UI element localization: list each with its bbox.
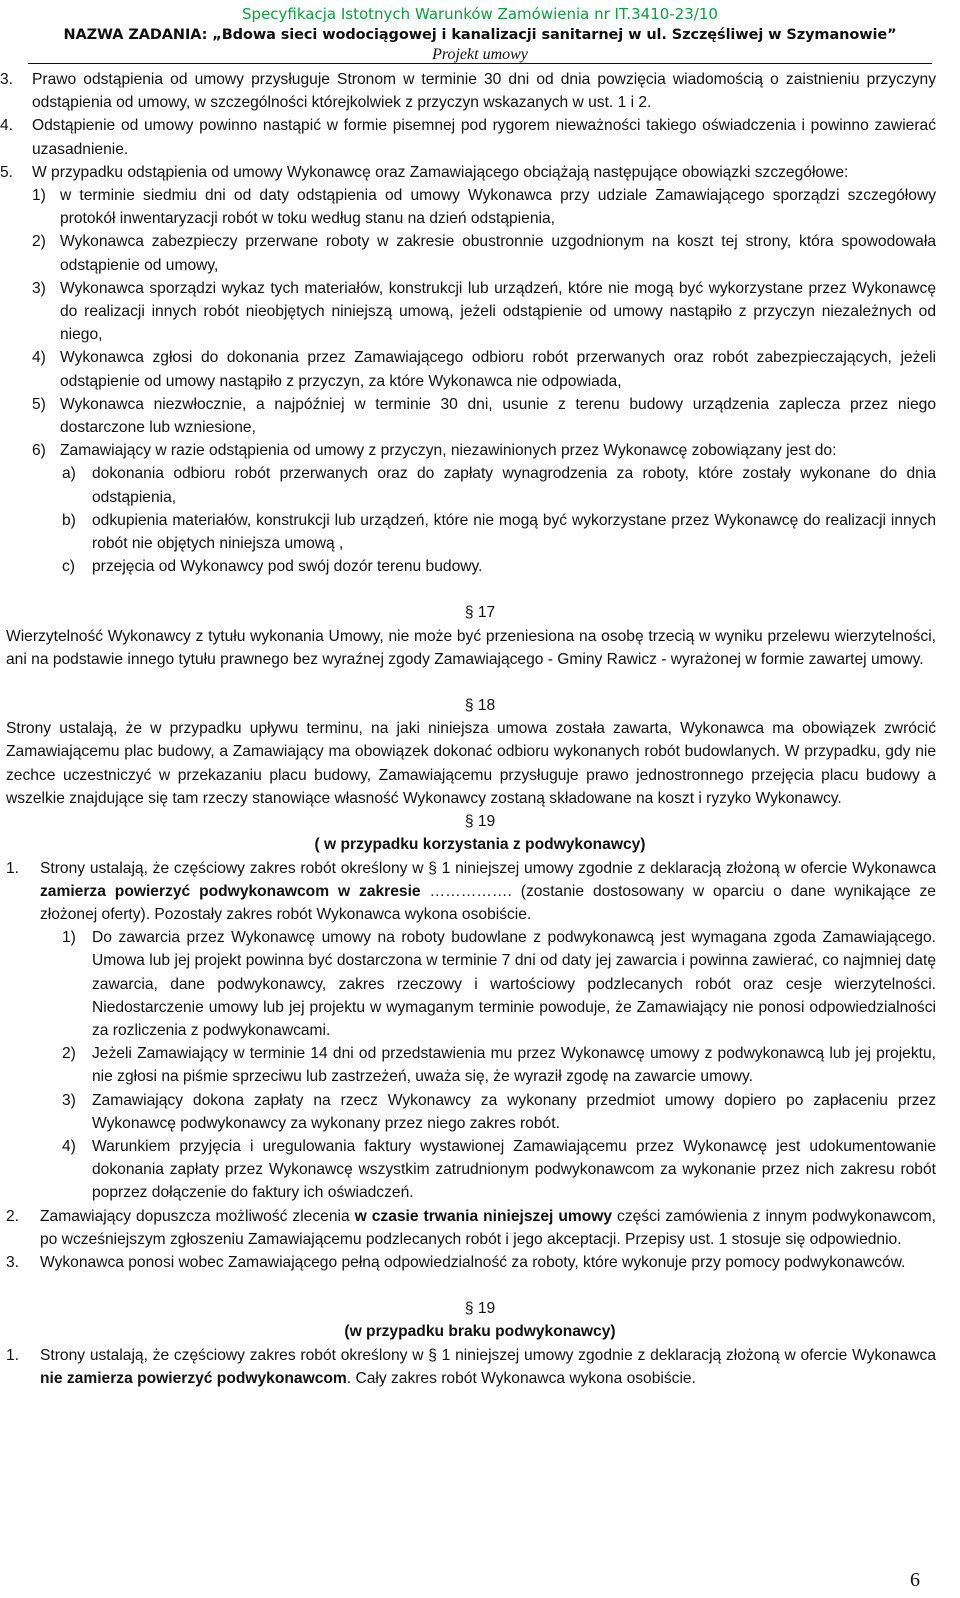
item-text: Jeżeli Zamawiający w terminie 14 dni od przedstawienia mu przez Wykonawcę umowy z podwykonawcą lub jej projektu, nie zgłosi na piśmie sprzeciwu lub zastrzeżeń, uważa się, że wyraził zgodę na zawarcie umowy. [92,1045,936,1086]
list-item [0,1205,960,1251]
sub-list-item [0,393,960,439]
sub-list-item [0,1042,960,1088]
document-body [0,68,960,1390]
sub-sub-list-item [0,509,960,555]
item-number: 1) [32,187,46,205]
item-text: Zamawiający w razie odstąpienia od umowy z przyczyn, niezawinionych przez Wykonawcę zobowiązany jest do: [60,442,837,460]
sub-list-item [0,439,960,462]
item-text: Wykonawca niezwłocznie, a najpóźniej w terminie 30 dni, usunie z terenu budowy urządzenia zaplecza przez niego dostarczone lub wzniesione, [60,395,936,437]
sub-list-item [0,926,960,1042]
section-heading-17: § 17 [464,604,496,622]
item-number: 2. [6,1207,20,1225]
item-letter: c) [62,558,75,576]
item-text: Strony ustalają, że częściowy zakres robót określony w § 1 niniejszej umowy zgodnie z deklaracją złożoną w ofercie Wykonawca [40,1346,936,1364]
sub-list-item [0,346,960,392]
sub-sub-list-item [0,462,960,508]
item-text: odkupienia materiałów, konstrukcji lub urządzeń, które nie mogą być wykorzystane przez Wykonawcę do realizacji innych robót nie objętych niniejsza umową , [92,511,936,553]
list-item [0,1344,960,1390]
item-number: 3) [32,279,46,297]
header-doc-type-label: Projekt umowy [429,46,531,63]
item-text: Prawo odstąpienia od umowy przysługuje Stronom w terminie 30 dni od dnia powzięcia wiadomością o zaistnieniu przyczyny odstąpienia od umowy, w szczególności którejkolwiek z przyczyn wskazanych w ust. 1 i 2. [32,71,936,112]
item-number: 6) [32,442,46,460]
item-number: 4. [0,117,14,135]
item-letter: b) [62,511,76,529]
item-text: Wykonawca ponosi wobec Zamawiającego pełną odpowiedzialność za roboty, które wykonuje przy pomocy podwykonawców. [40,1253,906,1271]
sub-list-item [0,277,960,347]
item-text: Strony ustalają, że częściowy zakres robót określony w § 1 niniejszej umowy zgodnie z deklaracją złożoną w ofercie Wykonawca [40,859,936,877]
item-text: Wykonawca sporządzi wykaz tych materiałów, konstrukcji lub urządzeń, które nie mogą być wykorzystane przez Wykonawcę do realizacji innych robót nieobjętych niniejszą umową, jeżeli odstąpienie od umowy nastąpiło z przyczyn niezależnych od niego, [60,279,936,344]
section-heading-19-subcontractor: § 19 [464,813,496,831]
list-item [0,1251,960,1274]
item-text-bold: nie zamierza powierzyć podwykonawcom [40,1369,347,1387]
item-text: części zamówienia z innym podwykonawcom, po wcześniejszym zgłoszeniu Zamawiającemu podzlecanych robót i jego akceptacji. Przepisy ust. 1 stosuje się odpowiednio. [40,1207,936,1248]
list-item [0,114,960,160]
item-text: Wykonawca zgłosi do dokonania przez Zamawiającego odbioru robót przerwanych oraz robót zabezpieczających, jeżeli odstąpienie od umowy nastąpiło z przyczyn, za które Wykonawca nie odpowiada, [60,349,936,390]
sub-list-item [0,184,960,230]
list-item [0,161,960,184]
item-text: . Cały zakres robót Wykonawca wykona osobiście. [346,1369,696,1387]
item-text: W przypadku odstąpienia od umowy Wykonawcę oraz Zamawiającego obciążają następujące obowiązki szczegółowe: [32,163,849,181]
item-number: 5. [0,163,14,181]
item-number: 3. [6,1253,20,1271]
page-number: 6 [910,1569,920,1591]
item-number: 3) [62,1091,76,1109]
header-spec-title: Specyfikacja Istotnych Warunków Zamówienia nr IT.3410-23/10 [242,5,718,23]
item-text: ……………. (zostanie dostosowany w oparciu o dane wynikające ze złożonej oferty). Pozostały zakres robót Wykonawca wykona osobiście. [40,882,936,923]
item-text: Odstąpienie od umowy powinno nastąpić w formie pisemnej pod rygorem nieważności takiego oświadczenia i powinno zawierać uzasadnienie. [32,117,936,158]
item-text: Zamawiający dokona zapłaty na rzecz Wykonawcy za wykonany przedmiot umowy dopiero po zapłaceniu przez Wykonawcę podwykonawcy za wykonany przez niego zakres robót. [92,1091,936,1132]
item-number: 2) [32,233,46,251]
item-text: dokonania odbioru robót przerwanych oraz do zapłaty wynagrodzenia za roboty, które zostały wykonane do dnia odstąpienia, [92,465,936,506]
item-number: 4) [62,1137,76,1155]
section-19-subcontractor-title: ( w przypadku korzystania z podwykonawcy) [314,836,646,854]
list-item [0,68,960,114]
item-text-bold: w czasie trwania niniejszej umowy [354,1207,613,1225]
item-text: w terminie siedmiu dni od daty odstąpienia od umowy Wykonawca przy udziale Zamawiającego sporządzi szczegółowy protokół inwentaryzacji robót w toku według stanu na dzień odstąpienia, [60,187,936,228]
list-item [0,857,960,927]
header-task-name: NAZWA ZADANIA: „Bdowa sieci wodociągowej i kanalizacji sanitarnej w ul. Szczęśliwej w Szymanowie” [63,27,897,43]
header-doc-type [0,46,960,68]
section-heading-18: § 18 [464,697,496,715]
item-number: 2) [62,1045,76,1063]
section-18-text: Strony ustalają, że w przypadku upływu terminu, na jaki niniejsza umowa została zawarta, Wykonawca ma obowiązek zwrócić Zamawiającemu plac budowy, a Zamawiający ma obowiązek dokonać odbioru wykonanych robót budowlanych. W przypadku, gdy nie zechce uczestniczyć w przekazaniu placu budowy, Zamawiającemu przysługuje prawo jednostronnego przejęcia placu budowy a wszelkie znajdujące się tam rzeczy stanowiące własność Wykonawcy zostaną składowane na koszt i ryzyko Wykonawcy. [6,720,936,807]
sub-list-item [0,230,960,276]
item-text: przejęcia od Wykonawcy pod swój dozór terenu budowy. [92,558,483,576]
item-text: Wykonawca zabezpieczy przerwane roboty w zakresie obustronnie uzgodnionym na koszt tej strony, która spowodowała odstąpienie od umowy, [60,233,936,274]
item-number: 1. [6,1346,20,1364]
item-number: 3. [0,71,14,88]
item-text: Zamawiający dopuszcza możliwość zlecenia [40,1207,355,1225]
item-text: Do zawarcia przez Wykonawcę umowy na roboty budowlane z podwykonawcą jest wymagana zgoda Zamawiającego. Umowa lub jej projekt powinna być dostarczona w terminie 7 dni od daty jej zawarcia i powinna zawierać, co najmniej datę zawarcia, dane podwykonawcy, zakres rzeczowy i wartościowy podzlecanych robót oraz cesje wierzytelności. Niedostarczenie umowy lub jej projektu w wymaganym terminie powoduje, że Zamawiający nie ponosi odpowiedzialności za rozliczenia z podwykonawcami. [92,929,936,1039]
section-heading-19-no-subcontractor: § 19 [464,1300,496,1318]
item-number: 1. [6,859,20,877]
page-header [0,4,960,68]
section-19-no-subcontractor-title: (w przypadku braku podwykonawcy) [344,1323,616,1341]
item-text: Warunkiem przyjęcia i uregulowania faktury wystawionej Zamawiającemu przez Wykonawcę jest udokumentowanie dokonania zapłaty przez Wykonawcę wszystkim zatrudnionym podwykonawcom za wykonanie przez nich zakresu robót poprzez dołączenie do faktury ich oświadczeń. [92,1137,936,1202]
sub-list-item [0,1089,960,1135]
item-letter: a) [62,465,76,483]
section-17-text: Wierzytelność Wykonawcy z tytułu wykonania Umowy, nie może być przeniesiona na osobę trzecią w wyniku przelewu wierzytelności, ani na podstawie innego tytułu prawnego bez wyraźnej zgody Zamawiającego - Gminy Rawicz - wyrażonej w formie zawartej umowy. [6,627,936,668]
item-number: 5) [32,395,46,413]
item-number: 4) [32,349,46,367]
sub-sub-list-item [0,555,960,578]
sub-list-item [0,1135,960,1205]
item-number: 1) [62,929,76,947]
item-text-bold: zamierza powierzyć podwykonawcom w zakresie [40,882,421,900]
